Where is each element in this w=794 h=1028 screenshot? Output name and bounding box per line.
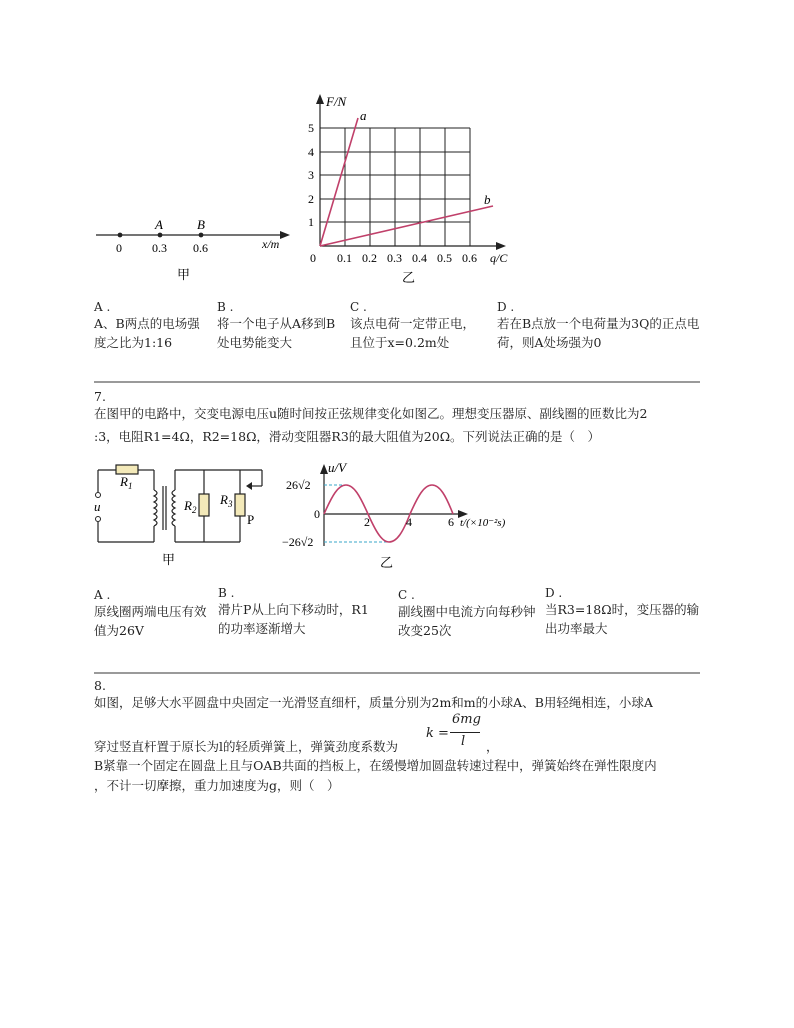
q7-option-d[interactable] xyxy=(545,586,705,638)
origin-label: 0 xyxy=(310,251,316,265)
formula-k xyxy=(426,712,516,754)
q7-stem-line1: 在图甲的电路中，交变电源电压u随时间按正弦规律变化如图乙。理想变压器原、副线圈的匝数比为2 xyxy=(94,406,648,421)
q8-line2: 穿过竖直杆置于原长为l的轻质弹簧上，弹簧劲度系数为 xyxy=(94,739,398,754)
terminal-top xyxy=(96,493,101,498)
trough-label: −26√2 xyxy=(282,535,314,549)
tick-0-3: 0.3 xyxy=(152,241,167,255)
q6-option-b[interactable] xyxy=(217,300,342,352)
x-axis-arrow xyxy=(496,242,506,250)
q7-number: 7. xyxy=(94,389,106,404)
x-axis-label: q/C xyxy=(490,251,508,265)
x-tick-0-5: 0.5 xyxy=(437,251,452,265)
y-tick-2: 2 xyxy=(308,192,314,206)
q7-option-a[interactable] xyxy=(94,588,209,640)
option-letter: C . xyxy=(350,300,367,314)
q7-stem-line2: :3，电阻R1=4Ω，R2=18Ω，滑动变阻器R3的最大阻值为20Ω。下列说法正确的是（ ） xyxy=(94,429,601,444)
fraction-bar xyxy=(450,732,480,733)
caption-yi: 乙 xyxy=(402,270,416,285)
option-text: 若在B点放一个电荷量为3Q的正点电荷，则A处场强为0 xyxy=(497,316,700,350)
r1-label: $R_1$ xyxy=(120,474,133,491)
x-tick-4: 4 xyxy=(406,515,412,529)
origin-point xyxy=(118,233,123,238)
formula-k-denominator: l xyxy=(461,734,466,749)
y-tick-1: 1 xyxy=(308,215,314,229)
section-divider xyxy=(94,381,700,383)
figure-yi-f-q-graph xyxy=(304,92,524,288)
option-text: 将一个电子从A移到B处电势能变大 xyxy=(217,316,336,350)
x-axis-label: x/m xyxy=(262,237,280,251)
q8-line3: B紧靠一个固定在圆盘上且与OAB共面的挡板上，在缓慢增加圆盘转速过程中，弹簧始终在弹性限度内 xyxy=(94,758,657,773)
line-b xyxy=(320,206,493,246)
q6-option-c[interactable] xyxy=(350,300,480,352)
terminal-bottom xyxy=(96,517,101,522)
y-axis-label: F/N xyxy=(326,94,347,109)
x-tick-0-1: 0.1 xyxy=(337,251,352,265)
point-a xyxy=(158,233,163,238)
source-label: u xyxy=(94,499,101,514)
peak-label: 26√2 xyxy=(286,478,311,492)
tick-0-6: 0.6 xyxy=(193,241,208,255)
y-tick-3: 3 xyxy=(308,168,314,182)
x-tick-0-3: 0.3 xyxy=(387,251,402,265)
option-letter: C . xyxy=(398,588,415,602)
point-a-label: A xyxy=(155,217,163,232)
line-b-label: b xyxy=(484,192,491,207)
slider-label: P xyxy=(247,512,255,527)
formula-k-numerator: 6mg xyxy=(452,712,481,727)
option-letter: B . xyxy=(217,300,234,314)
figure-yi-voltage-wave xyxy=(282,458,507,572)
q6-option-d[interactable] xyxy=(497,300,702,352)
q8-line4: ，不计一切摩擦，重力加速度为g，则（ ） xyxy=(94,778,340,793)
origin-label: 0 xyxy=(314,507,320,521)
x-tick-0-2: 0.2 xyxy=(362,251,377,265)
tick-0: 0 xyxy=(116,241,122,255)
figure-jia-number-line xyxy=(94,212,294,284)
q8-line2-end: ， xyxy=(486,739,499,754)
caption-jia: 甲 xyxy=(162,552,176,567)
x-tick-0-6: 0.6 xyxy=(462,251,477,265)
option-text: A、B两点的电场强度之比为1:16 xyxy=(94,316,200,350)
option-letter: D . xyxy=(497,300,515,314)
q8-line1: 如图，足够大水平圆盘中央固定一光滑竖直细杆，质量分别为2m和m的小球A、B用轻绳相连，小球A xyxy=(94,695,653,710)
line-a xyxy=(320,118,358,246)
option-text: 副线圈中电流方向每秒钟改变25次 xyxy=(398,604,536,638)
q7-option-b[interactable] xyxy=(218,586,378,638)
option-text: 原线圈两端电压有效值为26V xyxy=(94,604,207,638)
x-tick-2: 2 xyxy=(364,515,370,529)
r3-label: $R_3$ xyxy=(220,492,233,509)
r2-label: $R_2$ xyxy=(184,498,197,515)
option-text: 当R3=18Ω时，变压器的输出功率最大 xyxy=(545,602,700,636)
y-axis-arrow xyxy=(316,94,324,104)
figure-jia-circuit xyxy=(92,462,278,572)
q7-option-c[interactable] xyxy=(398,588,540,640)
y-tick-4: 4 xyxy=(308,145,314,159)
point-b xyxy=(199,233,204,238)
y-axis-label: u/V xyxy=(328,460,347,475)
slider-arrow xyxy=(246,482,252,490)
y-axis-arrow xyxy=(320,464,328,474)
caption-yi: 乙 xyxy=(380,555,394,570)
x-axis-arrow xyxy=(280,231,290,239)
line-a-label: a xyxy=(360,108,367,123)
point-b-label: B xyxy=(197,217,205,232)
q6-option-a[interactable] xyxy=(94,300,204,352)
option-letter: A . xyxy=(94,300,111,314)
caption-jia: 甲 xyxy=(177,267,191,282)
x-axis-label: t/(×10⁻²s) xyxy=(460,517,506,529)
option-text: 该点电荷一定带正电，且位于x=0.2m处 xyxy=(350,316,476,350)
y-tick-5: 5 xyxy=(308,121,314,135)
option-text: 滑片P从上向下移动时，R1的功率逐渐增大 xyxy=(218,602,369,636)
x-tick-0-4: 0.4 xyxy=(412,251,427,265)
q8-number: 8. xyxy=(94,678,106,693)
formula-k-lhs: k = xyxy=(426,726,449,741)
x-tick-6: 6 xyxy=(448,515,454,529)
option-letter: A . xyxy=(94,588,111,602)
option-letter: B . xyxy=(218,586,235,600)
section-divider xyxy=(94,672,700,674)
option-letter: D . xyxy=(545,586,563,600)
